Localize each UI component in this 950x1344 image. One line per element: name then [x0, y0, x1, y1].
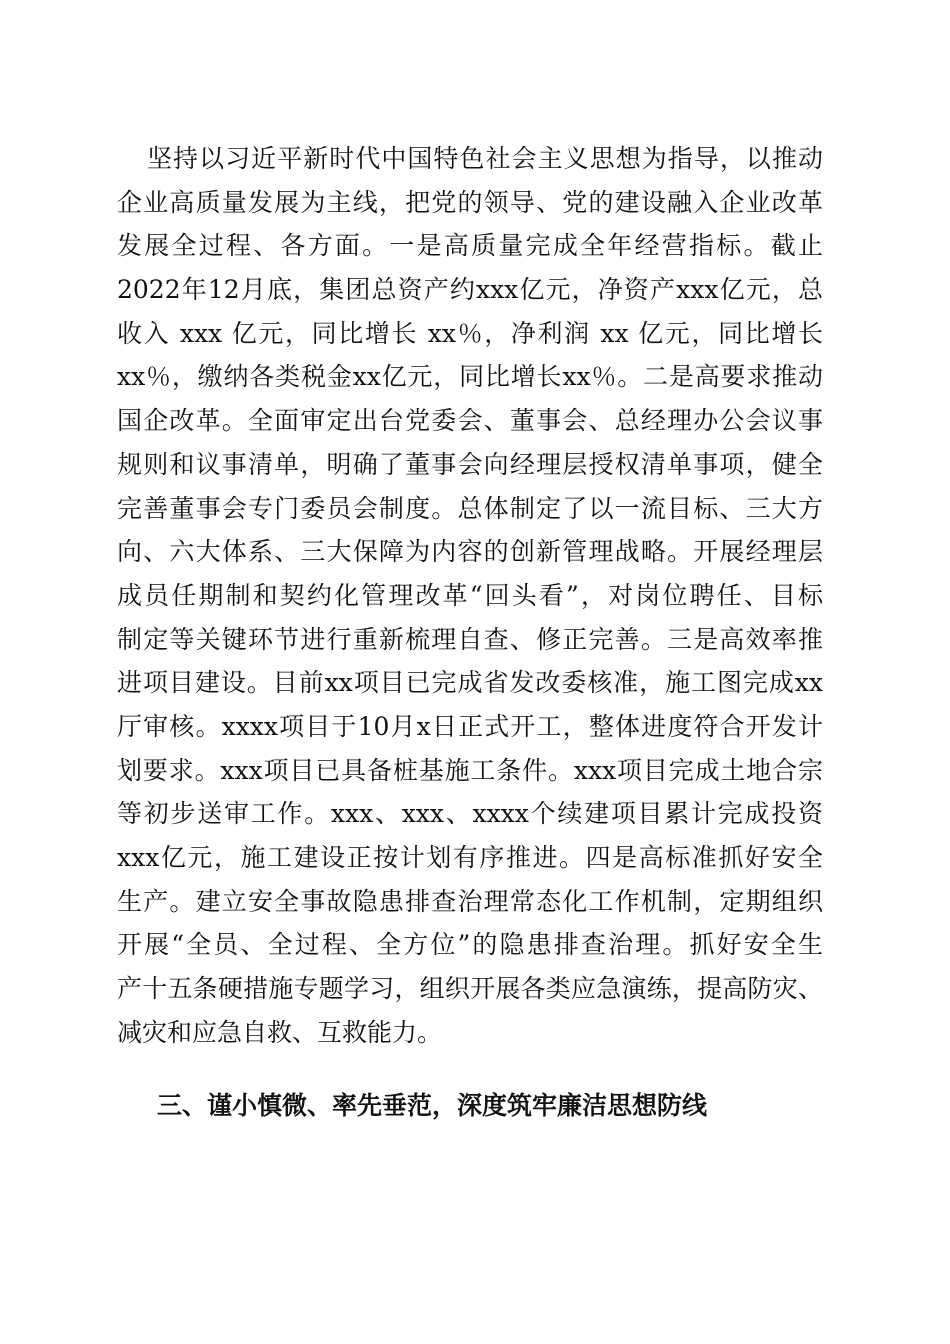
paragraph-line: 发展全过程、各方面。一是高质量完成全年经营指标。截止: [117, 231, 823, 261]
paragraph-line: 规则和议事清单，明确了董事会向经理层授权清单事项，健全: [117, 449, 823, 479]
paragraph-line: 坚持以习近平新时代中国特色社会主义思想为指导，以推动: [147, 144, 823, 173]
paragraph-line: 制定等关键环节进行重新梳理自查、修正完善。三是高效率推: [117, 624, 823, 654]
paragraph-line: 进项目建设。目前xx项目已完成省发改委核准，施工图完成xx: [117, 668, 823, 698]
paragraph-line: 向、六大体系、三大保障为内容的创新管理战略。开展经理层: [117, 537, 823, 567]
paragraph-line: 收入 xxx 亿元，同比增长 xx％，净利润 xx 亿元，同比增长: [117, 318, 823, 348]
paragraph-line: 国企改革。全面审定出台党委会、董事会、总经理办公会议事: [117, 406, 823, 436]
paragraph-line: xxx亿元，施工建设正按计划有序推进。四是高标准抓好安全: [117, 843, 823, 872]
paragraph-line: 产十五条硬措施专题学习，组织开展各类应急演练，提高防灾、: [117, 974, 823, 1004]
section-heading: 三、谨小慎微、率先垂范，深度筑牢廉洁思想防线: [157, 1091, 708, 1120]
paragraph-line: 厅审核。xxxx项目于10月x日正式开工，整体进度符合开发计: [117, 711, 823, 741]
paragraph-line: xx％，缴纳各类税金xx亿元，同比增长xx％。二是高要求推动: [117, 362, 823, 392]
paragraph-line: 成员任期制和契约化管理改革“回头看”，对岗位聘任、目标: [117, 580, 823, 610]
paragraph-line: 减灾和应急自救、互救能力。: [117, 1017, 443, 1047]
paragraph-line: 企业高质量发展为主线，把党的领导、党的建设融入企业改革: [117, 187, 823, 217]
paragraph-line: 划要求。xxx项目已具备桩基施工条件。xxx项目完成土地合宗: [117, 755, 823, 785]
paragraph-line: 开展“全员、全过程、全方位”的隐患排查治理。抓好安全生: [117, 930, 823, 960]
paragraph-line: 完善董事会专门委员会制度。总体制定了以一流目标、三大方: [117, 493, 823, 523]
paragraph-line: 等初步送审工作。xxx、xxx、xxxx个续建项目累计完成投资: [117, 799, 823, 829]
paragraph-line: 2022年12月底，集团总资产约xxx亿元，净资产xxx亿元，总: [117, 275, 823, 305]
paragraph-line: 生产。建立安全事故隐患排查治理常态化工作机制，定期组织: [117, 886, 823, 916]
body-paragraph: [117, 137, 823, 1054]
